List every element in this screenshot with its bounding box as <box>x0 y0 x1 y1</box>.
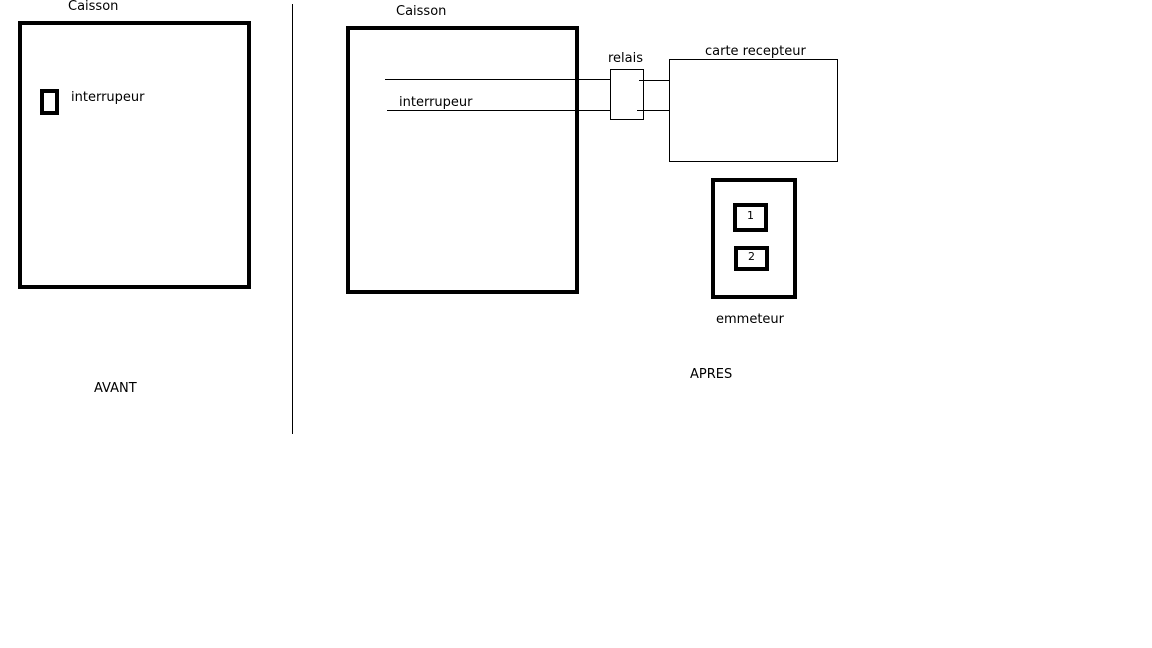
emetteur-button-2: 2 <box>734 246 769 271</box>
apres-interrupteur-label: interrupeur <box>399 95 473 110</box>
emetteur-label: emmeteur <box>716 312 785 327</box>
relais-label: relais <box>608 51 644 66</box>
avant-switch-icon <box>40 89 59 115</box>
divider-line <box>292 4 293 434</box>
wire-relais-carte-bottom <box>637 110 672 111</box>
avant-caption: AVANT <box>94 381 137 396</box>
carte-recepteur-label: carte recepteur <box>705 44 806 59</box>
avant-caisson-label: Caisson <box>68 0 119 14</box>
apres-caisson-label: Caisson <box>396 4 447 19</box>
emetteur-box <box>711 178 797 299</box>
wire-top <box>385 79 612 80</box>
avant-caisson-box <box>18 21 251 289</box>
avant-interrupteur-label: interrupeur <box>71 90 145 105</box>
apres-caisson-box <box>346 26 579 294</box>
wire-bottom <box>387 110 612 111</box>
relais-box <box>610 69 644 120</box>
emetteur-button-1: 1 <box>733 203 768 232</box>
carte-recepteur-box <box>669 59 838 162</box>
apres-caption: APRES <box>690 367 733 382</box>
